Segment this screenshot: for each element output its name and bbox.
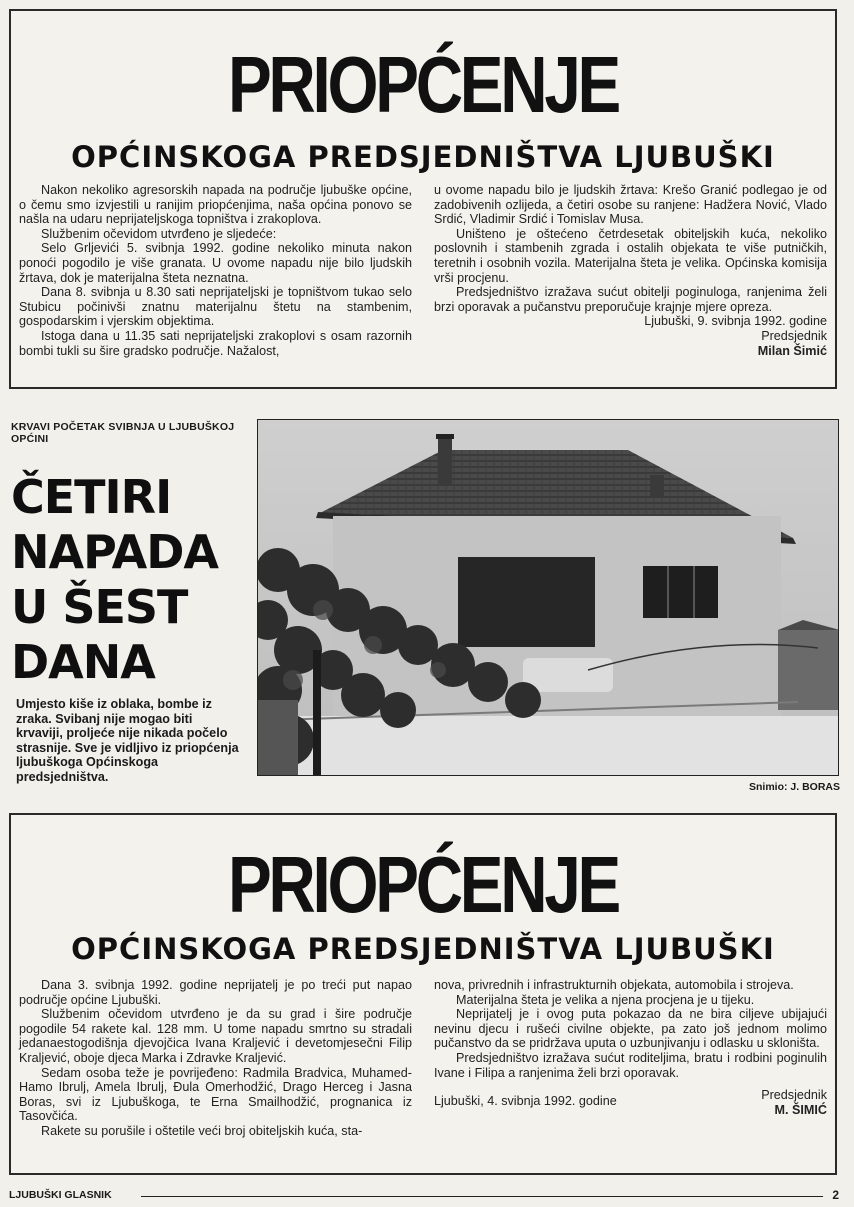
notice-column-right (434, 183, 827, 358)
paragraph: Dana 3. svibnja 1992. godine neprijatelj je po treći put napao područje općine Ljubuški. (19, 978, 412, 1007)
notice-column-right (434, 978, 827, 1139)
paragraph: Predsjedništvo izražava sućut roditeljima, bratu i rodbini poginulih Ivane i Filipa a ranjenima želi brzi oporavak. (434, 1050, 827, 1080)
signer-name: M. ŠIMIĆ (774, 1102, 827, 1117)
notice-title: PRIOPĆENJE (227, 40, 619, 129)
feature-kicker: KRVAVI POČETAK SVIBNJA U LJUBUŠKOJ OPĆINI (11, 421, 235, 445)
date-line: Ljubuški, 9. svibnja 1992. godine (644, 314, 827, 329)
page-footer (9, 1187, 839, 1203)
paragraph: Predsjedništvo izražava sućut obitelji poginuloga, ranjenima želi brzi oporavak a pučanstvu preporučuje krajnje mjere opreza. (434, 285, 827, 314)
paragraph: nova, privrednih i infrastrukturnih objekata, automobila i strojeva. (434, 978, 794, 992)
notice-title: PRIOPĆENJE (227, 840, 619, 929)
headline-line: ČETIRI (11, 470, 172, 524)
notice-column-left (19, 183, 412, 358)
paragraph: Selo Grljevići 5. svibnja 1992. godine nekoliko minuta nakon ponoći pogodilo je više granata. U ovome napadu nije bilo ljudskih žrtava, dok je materijalna šteta neznatna. (19, 241, 412, 285)
feature-headline (11, 470, 256, 690)
paragraph: Dana 8. svibnja u 8.30 sati neprijateljski je topništvom tukao selo Stubicu počinivši znatnu materijalnu štetu na stambenim, gospodarskim i vjerskim objektima. (19, 285, 412, 329)
paragraph: Službenim očevidom utvrđeno je sljedeće: (41, 226, 277, 241)
feature-lead: Umjesto kiše iz oblaka, bombe iz zraka. Svibanj nije mogao biti krvaviji, proljeće nije nikada počelo strasnije. Sve je vidljivo iz priopćenja ljubuškoga Općinskoga predsjedništva. (16, 697, 239, 784)
notice-column-left (19, 978, 412, 1139)
signer-title: Predsjednik (761, 1088, 827, 1103)
notice-body (19, 183, 827, 358)
publication-name: LJUBUŠKI GLASNIK (9, 1189, 112, 1201)
headline-line: DANA (11, 635, 155, 689)
notice-body (19, 978, 827, 1139)
footer-rule (141, 1196, 823, 1197)
date-line: Ljubuški, 4. svibnja 1992. godine (434, 1094, 617, 1109)
photo-credit: Snimio: J. BORAS (748, 781, 840, 793)
top-notice (9, 9, 837, 389)
signature-block (434, 314, 827, 358)
signature-block (434, 1088, 827, 1117)
headline-line: NAPADA (11, 525, 218, 579)
notice-subtitle: OPĆINSKOGA PREDSJEDNIŠTVA LJUBUŠKI (71, 140, 775, 174)
paragraph: Materijalna šteta je velika a njena procjena je u tijeku. (456, 992, 755, 1007)
paragraph: Sedam osoba teže je povrijeđeno: Radmila Bradvica, Muhamed-Hamo Ibrulj, Amela Ibrulj, Đula Omerhodžić, Drago Herceg i Jasna Boras, svi iz Ljubuškoga, te Erna Smailhodžić, prognanica iz Tasovčića. (19, 1065, 412, 1124)
notice-subtitle: OPĆINSKOGA PREDSJEDNIŠTVA LJUBUŠKI (71, 932, 775, 966)
signer-title: Predsjednik (761, 328, 827, 343)
paragraph: Istoga dana u 11.35 sati neprijateljski zrakoplovi s osam razornih bombi tukli su šire gradsko područje. Nažalost, (19, 328, 412, 358)
paragraph: u ovome napadu bilo je ljudskih žrtava: Krešo Granić podlegao je od zadobivenih ozlijeda, a četiri osobe su ranjene: Hadžera Nović, Vlado Srdić, Vladimir Srdić i Tomislav Musa. (434, 183, 827, 227)
signer (761, 1088, 827, 1117)
paragraph: Službenim očevidom utvrđeno je da su grad i šire područje pogodile 54 rakete kal. 128 mm. U tome napadu smrtno su stradali jedanaestogodišnja djevojčica Ivana Kraljević i devetomjesečni Filip Kraljević, oboje djeca Marka i Zdravke Kraljević. (19, 1007, 412, 1065)
paragraph: Uništeno je oštećeno četrdesetak obiteljskih kuća, nekoliko poslovnih i stambenih zgrada i ostalih objekata te više putničkih, teretnih i osobnih vozila. Materijalna šteta je velika. Općinska komisija vrši procjenu. (434, 226, 827, 285)
bottom-notice (9, 813, 837, 1175)
page-number: 2 (832, 1188, 839, 1202)
paragraph: Neprijatelj je i ovog puta pokazao da ne bira ciljeve ubijajući nevinu djecu i rušeći civilne objekte, pa zato još jednom molimo pučanstvo da se pridržava uputa o uzbunjivanju i odlasku u skloništa. (434, 1007, 827, 1051)
house-photo (257, 419, 839, 776)
signer-name: Milan Šimić (757, 343, 827, 358)
headline-line: U ŠEST (11, 580, 188, 634)
paragraph: Rakete su porušile i oštetile veći broj obiteljskih kuća, sta- (41, 1123, 363, 1138)
paragraph: Nakon nekoliko agresorskih napada na područje ljubuške općine, o čemu smo izvjestili u ranijim priopćenjima, naša općina ponovo se našla na udaru neprijateljskoga topništva i zrakoplova. (19, 183, 412, 227)
